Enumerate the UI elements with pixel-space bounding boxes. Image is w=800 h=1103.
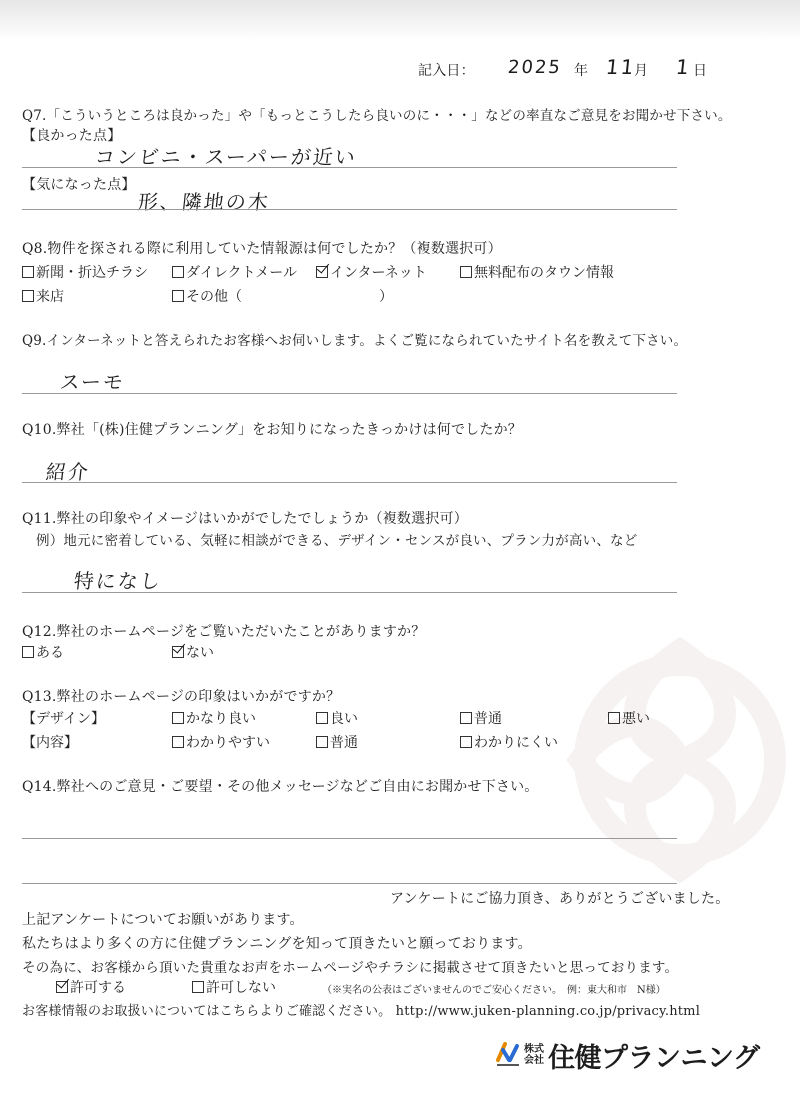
q13-design-label: 【デザイン】 [22, 711, 106, 727]
q9-question: Q9.インターネットと答えられたお客様へお伺いします。よくご覧になられていたサイト名を教えて下さい。 [22, 333, 688, 349]
q8-option-town-info[interactable]: 無料配布のタウン情報 [460, 262, 614, 282]
date-year-label: 年 [574, 63, 589, 79]
q8-option-internet[interactable]: インターネット [316, 262, 427, 282]
date-day-value: 1 [674, 55, 692, 79]
company-logo [495, 1038, 759, 1072]
date-month-label: 月 [634, 63, 649, 79]
date-label: 記入日： [418, 63, 475, 79]
date-year-value: 2025 [506, 57, 563, 78]
checkbox[interactable] [316, 712, 328, 724]
request-line-1: 上記アンケートについてお願いがあります。 [22, 912, 304, 928]
q13-content-label: 【内容】 [22, 735, 78, 751]
q14-question: Q14.弊社へのご意見・ご要望・その他メッセージなどご自由にお聞かせ下さい。 [22, 779, 539, 795]
decorative-watermark [560, 610, 800, 910]
checkbox[interactable] [460, 736, 472, 748]
privacy-note: （※実名の公表はございませんのでご安心ください。 例：東大和市 N様） [322, 985, 666, 996]
q8-other-close: ） [379, 289, 393, 305]
logo-mark-icon [495, 1040, 521, 1070]
logo-company-name: 住健プランニング [548, 1042, 760, 1074]
checkbox[interactable] [172, 712, 184, 724]
checkbox[interactable] [172, 290, 184, 302]
answer-line [22, 209, 677, 210]
q13-design-very-good[interactable]: かなり良い [172, 708, 256, 728]
q10-answer: 紹介 [44, 460, 92, 484]
q8-question: Q8.物件を探される際に利用していた情報源は何でしたか？（複数選択可） [22, 241, 502, 257]
q11-example: 例）地元に密着している、気軽に相談ができる、デザイン・センスが良い、プラン力が高い、など [36, 533, 638, 549]
q7-question: Q7.「こういうところは良かった」や「もっとこうしたら良いのに・・・」などの率直なご意見をお聞かせ下さい。 [22, 108, 732, 124]
q7-concern-answer: 形、隣地の木 [136, 190, 272, 214]
permit-option-allow[interactable]: 許可する [56, 977, 126, 997]
q11-answer: 特になし [72, 569, 164, 593]
checkbox[interactable] [608, 712, 620, 724]
q13-question: Q13.弊社のホームページの印象はいかがですか？ [22, 689, 341, 705]
answer-line [22, 592, 677, 593]
checkbox[interactable] [172, 736, 184, 748]
answer-line [22, 883, 677, 884]
checkbox-checked[interactable] [316, 266, 328, 278]
q13-design-bad[interactable]: 悪い [608, 708, 650, 728]
q7-good-answer: コンビニ・スーパーが近い [93, 145, 359, 169]
q13-content-normal[interactable]: 普通 [316, 732, 358, 752]
privacy-link-text[interactable]: お客様情報のお取扱いについてはこちらよりご確認ください。 http://www.juken-planning.co.jp/privacy.html [22, 1004, 701, 1019]
q8-option-other[interactable]: その他（ [172, 286, 242, 306]
q13-design-good[interactable]: 良い [316, 708, 358, 728]
q12-option-no[interactable]: ない [172, 642, 214, 662]
q7-concern-label: 【気になった点】 [22, 177, 136, 193]
q8-option-direct-mail[interactable]: ダイレクトメール [172, 262, 297, 282]
q12-option-yes[interactable]: ある [22, 642, 64, 662]
q12-question: Q12.弊社のホームページをご覧いただいたことがありますか？ [22, 624, 426, 640]
checkbox[interactable] [22, 266, 34, 278]
answer-line [22, 393, 677, 394]
checkbox-checked[interactable] [56, 981, 68, 993]
date-day-label: 日 [693, 63, 708, 79]
checkbox[interactable] [460, 266, 472, 278]
q13-content-clear[interactable]: わかりやすい [172, 732, 270, 752]
answer-line [22, 167, 677, 168]
checkbox[interactable] [22, 646, 34, 658]
q13-content-unclear[interactable]: わかりにくい [460, 732, 558, 752]
q11-question: Q11.弊社の印象やイメージはいかがでしたでしょうか（複数選択可） [22, 511, 468, 527]
checkbox-checked[interactable] [172, 646, 184, 658]
q13-design-normal[interactable]: 普通 [460, 708, 502, 728]
checkbox[interactable] [22, 290, 34, 302]
scan-shadow [0, 0, 800, 40]
checkbox[interactable] [460, 712, 472, 724]
answer-line [22, 838, 677, 839]
checkbox[interactable] [172, 266, 184, 278]
q10-question: Q10.弊社「(株)住健プランニング」をお知りになったきっかけは何でしたか？ [22, 422, 522, 438]
permit-option-deny[interactable]: 許可しない [192, 977, 276, 997]
date-month-value: 11 [604, 55, 637, 79]
q7-good-label: 【良かった点】 [22, 128, 122, 144]
request-line-3: その為に、お客様から頂いた貴重なお声をホームページやチラシに掲載させて頂きたいと思っております。 [22, 960, 679, 976]
q9-answer: スーモ [58, 370, 127, 394]
request-line-2: 私たちはより多くの方に住健プランニングを知って頂きたいと願っております。 [22, 936, 532, 952]
checkbox[interactable] [192, 981, 204, 993]
q8-option-newspaper[interactable]: 新聞・折込チラシ [22, 262, 148, 282]
thanks-message: アンケートにご協力頂き、ありがとうございました。 [390, 891, 730, 907]
logo-company-type: 株式会社 [524, 1044, 544, 1066]
q8-option-visit[interactable]: 来店 [22, 286, 64, 306]
checkbox[interactable] [316, 736, 328, 748]
answer-line [22, 482, 677, 483]
